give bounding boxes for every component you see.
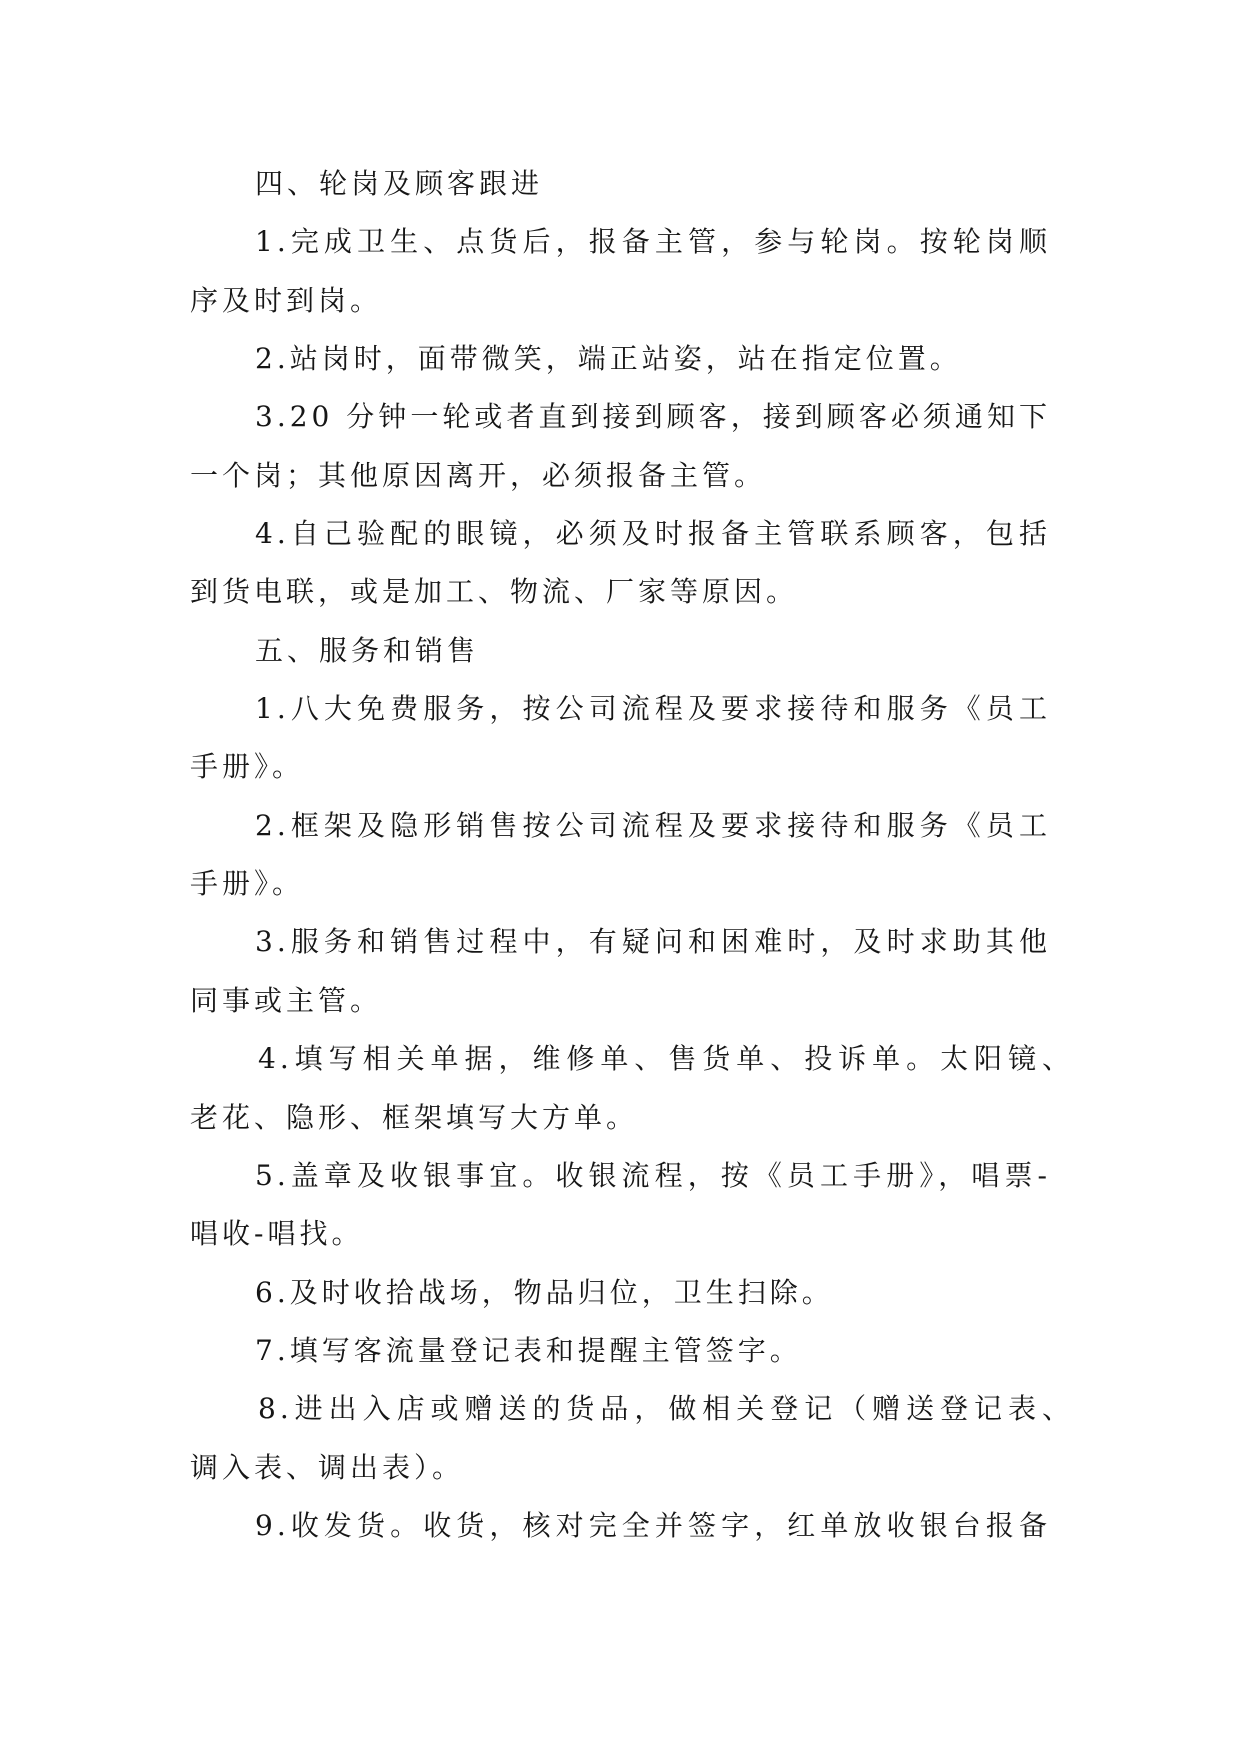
paragraph — [190, 213, 1051, 330]
paragraph-line: 3.服务和销售过程中，有疑问和困难时，及时求助其他 — [255, 925, 1051, 959]
paragraph-line: 唱收-唱找。 — [190, 1217, 364, 1251]
paragraph-line: 3.20 分钟一轮或者直到接到顾客，接到顾客必须通知下 — [255, 400, 1051, 434]
paragraph-line: 1.完成卫生、点货后，报备主管，参与轮岗。按轮岗顺 — [255, 225, 1051, 259]
paragraph-line: 一个岗；其他原因离开，必须报备主管。 — [190, 458, 767, 492]
paragraph-line: 4.填写相关单据，维修单、售货单、投诉单。太阳镜、 — [258, 1042, 1074, 1076]
paragraph-line: 到货电联，或是加工、物流、厂家等原因。 — [190, 575, 799, 609]
section-heading: 五、服务和销售 — [255, 633, 480, 667]
paragraph — [190, 505, 1051, 622]
paragraph-line: 调入表、调出表）。 — [190, 1450, 465, 1484]
paragraph — [190, 1147, 1051, 1264]
paragraph — [190, 913, 1051, 1030]
paragraph — [190, 680, 1051, 797]
paragraph-line: 6.及时收拾战场，物品归位，卫生扫除。 — [255, 1275, 834, 1309]
paragraph — [190, 1322, 1051, 1380]
paragraph — [190, 1497, 1051, 1555]
paragraph-line: 手册》。 — [190, 750, 305, 784]
paragraph — [190, 797, 1051, 914]
paragraph — [190, 1380, 1074, 1497]
paragraph-line: 老花、隐形、框架填写大方单。 — [190, 1100, 639, 1134]
paragraph-line: 4.自己验配的眼镜，必须及时报备主管联系顾客，包括 — [255, 517, 1051, 551]
paragraph-line: 2.站岗时，面带微笑，端正站姿，站在指定位置。 — [255, 342, 962, 376]
document-body — [190, 155, 1074, 1555]
paragraph-line: 9.收发货。收货，核对完全并签字，红单放收银台报备 — [255, 1508, 1051, 1542]
paragraph-line: 序及时到岗。 — [190, 283, 383, 317]
paragraph-line: 8.进出入店或赠送的货品，做相关登记（赠送登记表、 — [258, 1392, 1074, 1426]
paragraph — [190, 330, 1051, 388]
paragraph-line: 1.八大免费服务，按公司流程及要求接待和服务《员工 — [255, 692, 1051, 726]
paragraph-line: 手册》。 — [190, 867, 305, 901]
paragraph-line: 2.框架及隐形销售按公司流程及要求接待和服务《员工 — [255, 808, 1051, 842]
paragraph — [190, 1264, 1051, 1322]
paragraph — [190, 388, 1051, 505]
paragraph-line: 同事或主管。 — [190, 983, 383, 1017]
paragraph-line: 5.盖章及收银事宜。收银流程，按《员工手册》，唱票- — [255, 1158, 1051, 1192]
section-heading: 四、轮岗及顾客跟进 — [255, 167, 544, 200]
paragraph — [190, 1030, 1074, 1147]
paragraph-line: 7.填写客流量登记表和提醒主管签字。 — [255, 1333, 802, 1367]
